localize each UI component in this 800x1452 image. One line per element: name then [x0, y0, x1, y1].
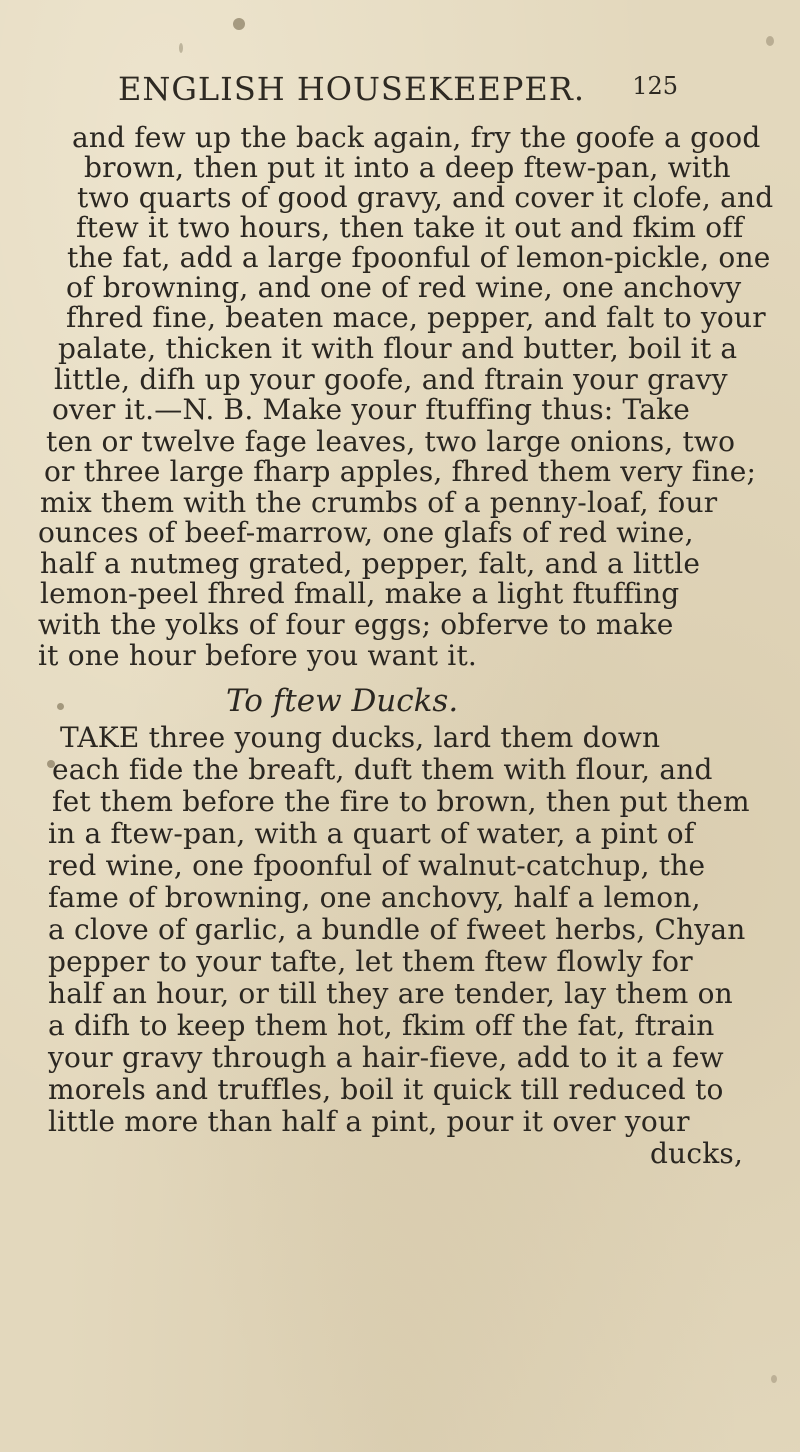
- text-line: half an hour, or till they are tender, lay them on: [48, 977, 733, 1010]
- text-line: ounces of beef-marrow, one glafs of red wine,: [38, 516, 694, 549]
- text-line: of browning, and one of red wine, one anchovy: [66, 271, 742, 304]
- stain-mark: [57, 703, 64, 710]
- text-line: mix them with the crumbs of a penny-loaf, four: [40, 486, 718, 519]
- text-line: a difh to keep them hot, fkim off the fat, ftrain: [48, 1009, 715, 1042]
- text-line: in a ftew-pan, with a quart of water, a pint of: [48, 817, 695, 850]
- section-heading: To ftew Ducks.: [226, 683, 459, 719]
- text-line: and few up the back again, fry the goofe a good: [72, 121, 761, 154]
- text-line: each fide the breaft, duft them with flour, and: [52, 753, 713, 786]
- text-line: little, difh up your goofe, and ftrain your gravy: [54, 363, 728, 396]
- text-line: palate, thicken it with flour and butter, boil it a: [58, 332, 738, 365]
- text-line: fame of browning, one anchovy, half a lemon,: [48, 881, 701, 914]
- text-line: your gravy through a hair-fieve, add to it a few: [48, 1041, 724, 1074]
- text-line: ftew it two hours, then take it out and fkim off: [76, 211, 744, 244]
- text-line: or three large fharp apples, fhred them very fine;: [44, 455, 757, 488]
- text-line: fhred fine, beaten mace, pepper, and falt to your: [66, 301, 766, 334]
- text-line: morels and truffles, boil it quick till reduced to: [48, 1073, 724, 1106]
- stain-mark: [771, 1375, 777, 1383]
- text-line: ten or twelve fage leaves, two large onions, two: [46, 425, 736, 458]
- text-line: pepper to your tafte, let them ftew flowly for: [48, 945, 693, 978]
- text-line: half a nutmeg grated, pepper, falt, and a little: [40, 547, 701, 580]
- text-line: the fat, add a large fpoonful of lemon-pickle, one: [67, 241, 771, 274]
- stain-mark: [179, 43, 183, 53]
- text-line: ducks,: [650, 1137, 744, 1170]
- text-line: a clove of garlic, a bundle of fweet herbs, Chyan: [48, 913, 746, 946]
- text-line: with the yolks of four eggs; obferve to make: [38, 608, 674, 641]
- text-line: two quarts of good gravy, and cover it clofe, and: [77, 181, 774, 214]
- text-line: TAKE three young ducks, lard them down: [60, 721, 661, 754]
- text-line: fet them before the fire to brown, then put them: [52, 785, 750, 818]
- text-line: brown, then put it into a deep ftew-pan, with: [84, 151, 731, 184]
- text-line: little more than half a pint, pour it over your: [48, 1105, 690, 1138]
- text-line: lemon-peel fhred fmall, make a light ftuffing: [40, 577, 680, 610]
- stain-mark: [233, 18, 245, 30]
- text-line: red wine, one fpoonful of walnut-catchup, the: [48, 849, 706, 882]
- text-line: it one hour before you want it.: [38, 639, 478, 672]
- text-line: over it.—N. B. Make your ftuffing thus: Take: [52, 393, 691, 426]
- running-head: [118, 70, 678, 118]
- stain-mark: [766, 36, 774, 46]
- running-head-title: ENGLISH HOUSEKEEPER.: [118, 70, 585, 108]
- page-number: 125: [632, 72, 678, 100]
